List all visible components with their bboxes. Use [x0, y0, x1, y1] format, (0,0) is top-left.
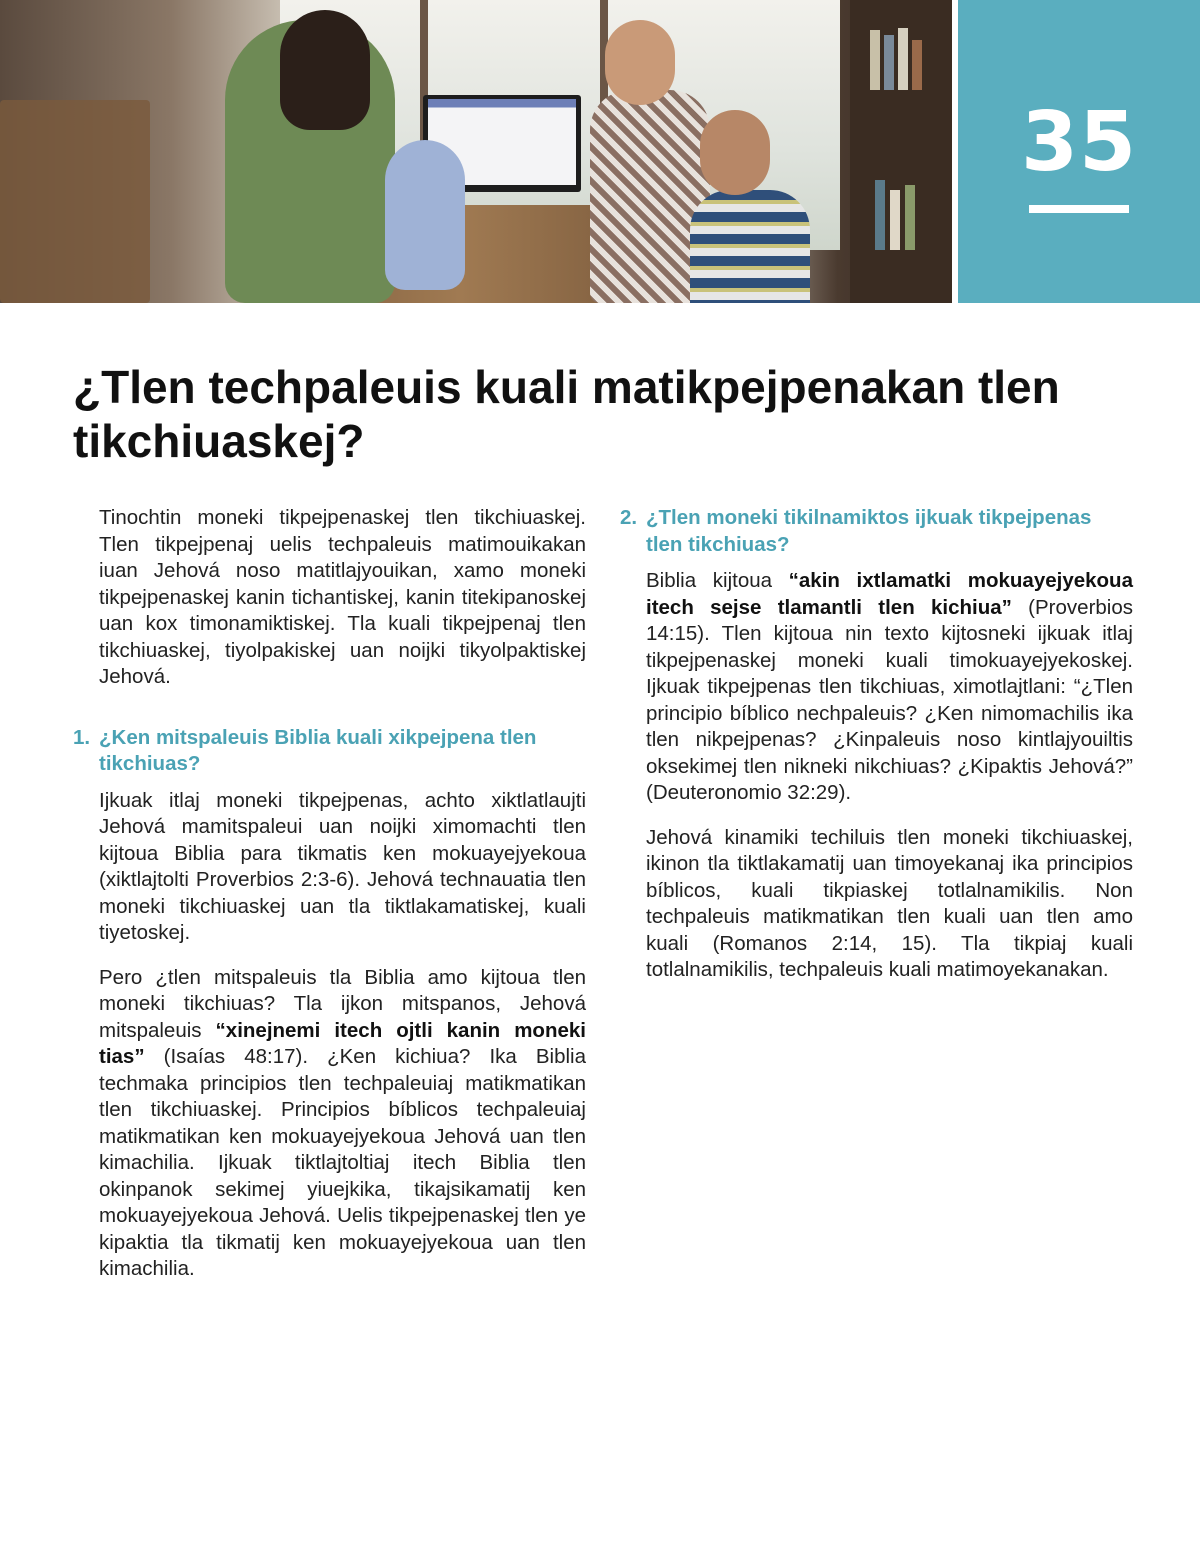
section-1-heading — [73, 725, 586, 778]
bold-quote: “xinejnemi itech ojtli kanin moneki tias” — [99, 1018, 586, 1068]
woman-hair — [280, 10, 370, 130]
bold-quote: “akin ixtlamatki mokuayejyekoua itech sejse tlamantli tlen kichiua” — [646, 569, 1133, 619]
section-heading-text: ¿Tlen moneki tikilnamiktos ijkuak tikpejpenas tlen tikchiuas? — [646, 506, 1092, 556]
lesson-number: 35 — [1020, 95, 1138, 190]
right-column — [620, 505, 1133, 1002]
section-number: 1. — [73, 725, 91, 749]
section-2-heading — [620, 505, 1133, 558]
section-1-paragraph-1: Ijkuak itlaj moneki tikpejpenas, achto xiktlatlaujti Jehová mamitspaleui uan noijki ximomachti tlen kijtoua Biblia para tikmatis ken mokuayejyekoua (xiktlajtolti Proverbios 2:3-6). Jehová technauatia tlen moneki tikchiuaskej uan tla tiktlakamatiskej, kuali tiyetoskej. — [99, 788, 586, 944]
text-run: (Proverbios 14:15). Tlen kijtoua nin texto kijtosneki ijkuak itlaj tikpejpenaskej moneki kuali timokuayejyekoskej. Ijkuak tikpejpenas tlen tikchiuas, ximotlajtlani: “¿Tlen principio bíblico nechpaleuis? ¿Ken nimomachilis ika tlen nikpejpenas? ¿Kinpaleuis noso kintlajyouiltis oksekimej tlen nikneki nikchiuas? ¿Kipaktis Jehová?” (Deuteronomio 32:29). — [646, 595, 1133, 804]
page-title: ¿Tlen techpaleuis kuali matikpejpenakan tlen tikchiuaskej? — [73, 361, 1060, 467]
boy — [690, 190, 810, 303]
hero-photo — [0, 0, 952, 303]
left-column — [73, 505, 586, 1301]
section-1-paragraph-2 — [99, 965, 586, 1283]
lesson-number-badge — [958, 0, 1200, 303]
bookshelf — [850, 0, 952, 303]
intro-paragraph: Tinochtin moneki tikpejpenaskej tlen tikchiuaskej. Tlen tikpejpenaj uelis techpaleuis matimouikakan iuan Jehová noso matitlajyouikan, xamo moneki tikpejpenaskej kanin tichantiskej, kanin titekipanoskej uan kox timonamiktiskej. Tla kuali tikpejpenaj tlen tikchiuaskej, tiyolpakiskej uan noijki tikyolpaktiskej Jehová. — [99, 506, 586, 688]
boy-head — [700, 110, 770, 195]
section-2-paragraph-2: Jehová kinamiki techiluis tlen moneki tikchiuaskej, ikinon tla tiktlakamatij uan timoyekanaj ika principios bíblicos, kuali tikpiaskej totlalnamikilis. Non techpaleuis matikmatikan tlen kuali uan tlen amo kuali (Romanos 2:14, 15). Tla tikpiaj kuali totlalnamikilis, techpaleuis kuali matimoyekanakan. — [646, 825, 1133, 981]
text-run: Biblia kijtoua — [646, 569, 789, 592]
badge-underline — [1029, 205, 1129, 213]
section-number: 2. — [620, 506, 638, 529]
baby — [385, 140, 465, 290]
section-2-paragraph-1 — [646, 568, 1133, 807]
section-heading-text: ¿Ken mitspaleuis Biblia kuali xikpejpena tlen tikchiuas? — [99, 725, 537, 775]
text-run: (Isaías 48:17). ¿Ken kichiua? Ika Biblia techmaka principios tlen techpaleuiaj matikmatikan tlen tikchiuaskej. Principios bíblicos techpaleuiaj matikmatikan ken mokuayejyekoua Jehová uan tlen kimachilia. Ijkuak tiktlajtoltiaj itech Biblia tlen okinpanok sekimej yiuejkika, tikajsikamatij ken mokuayejyekoua Jehová. Uelis tikpejpenaskej tlen ye kipaktia tla tikmatij ken mokuayejyekoua uan tlen kimachilia. — [99, 1045, 586, 1280]
photo-frame — [0, 100, 150, 303]
text-run: Pero ¿tlen mitspaleuis tla Biblia amo kijtoua tlen moneki tikchiuas? Tla ijkon mitspanos, Jehová mitspaleuis — [99, 965, 586, 1042]
man-head — [605, 20, 675, 105]
